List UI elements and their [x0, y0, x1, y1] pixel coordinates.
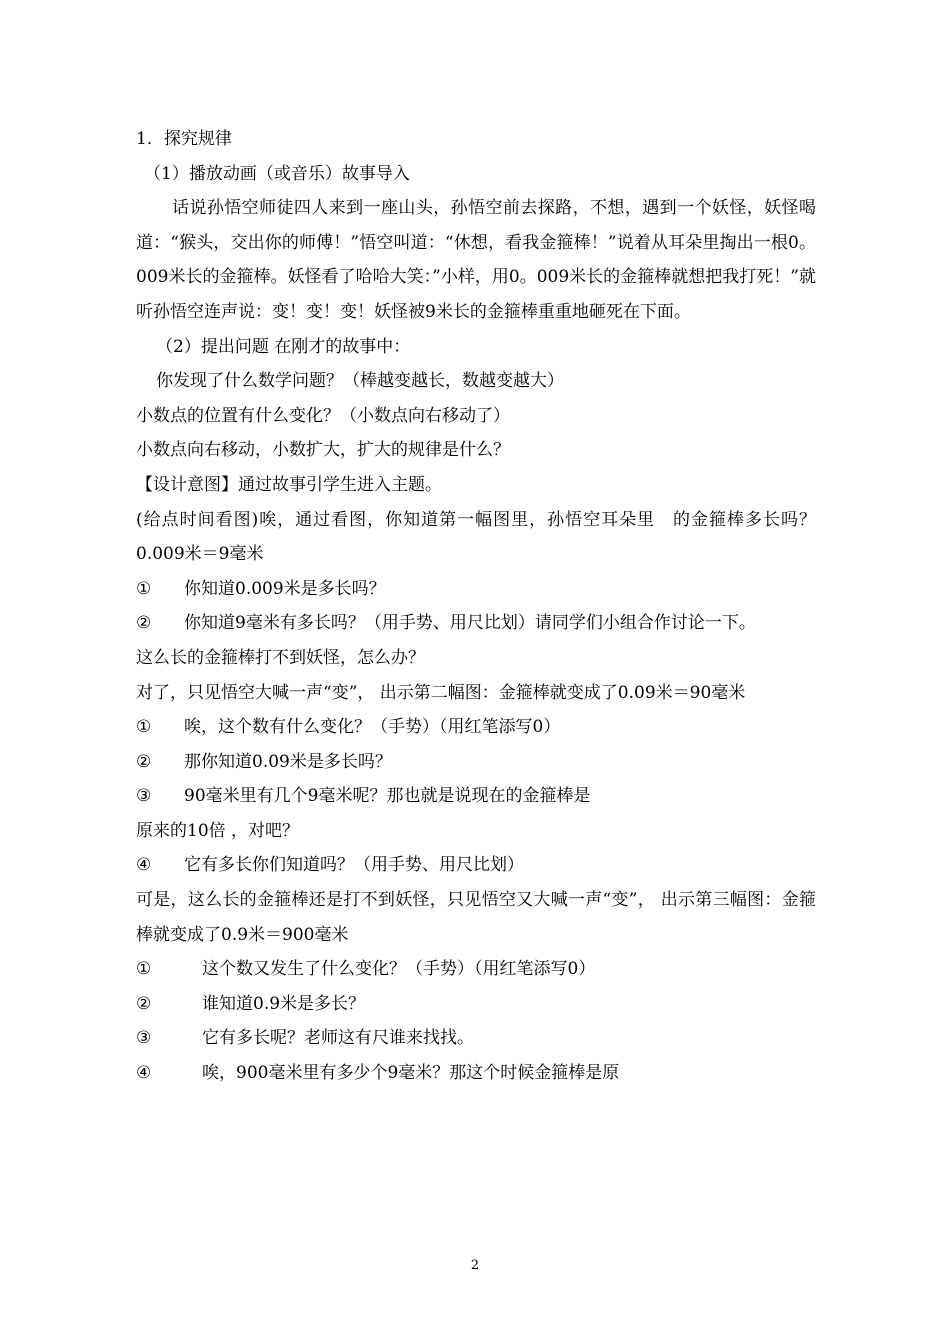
list-number: ③: [136, 1028, 152, 1049]
list-number: ③: [136, 786, 152, 807]
list-item: [136, 572, 816, 607]
story-paragraph: 话说孙悟空师徒四人来到一座山头，孙悟空前去探路，不想，遇到一个妖怪，妖怪喝道：“猴头，交出你的师傅！”悟空叫道：“休想，看我金箍棒！”说着从耳朵里掏出一根0。009米长的金箍棒。妖怪看了哈哈大笑：”小样，用0。009米长的金箍棒就想把我打死！”就听孙悟空连声说：变！变！变！妖怪被9米长的金箍棒重重地砸死在下面。: [136, 198, 816, 322]
paragraph: 这么长的金箍棒打不到妖怪，怎么办？: [136, 647, 425, 668]
list-number: ④: [136, 855, 152, 876]
list-text: 唉，这个数有什么变化？（手势）（用红笔添写0）: [184, 717, 561, 738]
list-item: [136, 1056, 816, 1091]
list-number: ①: [136, 578, 152, 599]
list-text: 那你知道0.09米是多长吗？: [184, 751, 392, 772]
list-item: [136, 952, 816, 987]
list-item: [136, 848, 816, 883]
list-text: 90毫米里有几个9毫米呢？那也就是说现在的金箍棒是: [184, 786, 591, 807]
paragraph: 对了，只见悟空大喊一声“变”， 出示第二幅图：金箍棒就变成了0.09米＝90毫米: [136, 682, 746, 703]
list-text: 唉，900毫米里有多少个9毫米？那这个时候金箍棒是原: [202, 1063, 620, 1084]
list-text: 谁知道0.9米是多长？: [202, 993, 366, 1014]
list-number: ②: [136, 751, 152, 772]
question-line: 小数点向右移动，小数扩大，扩大的规律是什么？: [136, 440, 510, 461]
list-text: 你知道9毫米有多长吗？（用手势、用尺比划）请同学们小组合作讨论一下。: [184, 613, 756, 634]
list-item: [136, 710, 816, 745]
list-text: 这个数又发生了什么变化？（手势）（用红笔添写0）: [202, 959, 596, 980]
list-item: [136, 779, 816, 814]
list-item: [136, 745, 816, 780]
list-number: ②: [136, 993, 152, 1014]
question-line: 你发现了什么数学问题？（棒越变越长，数越变越大）: [156, 371, 564, 392]
subsection-heading-1: （1）播放动画（或音乐）故事导入: [144, 163, 410, 184]
question-line: 小数点的位置有什么变化？（小数点向右移动了）: [136, 405, 510, 426]
list-number: ④: [136, 1063, 152, 1084]
subsection-heading-2: （2）提出问题 在刚才的故事中：: [156, 336, 411, 357]
design-intent: 【设计意图】通过故事引学生进入主题。: [136, 474, 442, 495]
paragraph: 可是，这么长的金箍棒还是打不到妖怪，只见悟空又大喊一声“变”， 出示第三幅图：金箍棒就变成了0.9米＝900毫米: [136, 890, 816, 945]
list-text: 你知道0.009米是多长吗？: [184, 578, 386, 599]
page-number: 2: [470, 1258, 480, 1273]
list-text: 它有多长呢？老师这有尺谁来找找。: [202, 1028, 474, 1049]
section-heading: 1．探究规律: [136, 129, 232, 149]
list-item: [136, 606, 816, 641]
list-item: [136, 987, 816, 1022]
list-text: 它有多长你们知道吗？（用手势、用尺比划）: [184, 855, 524, 876]
list-number: ②: [136, 613, 152, 634]
document-body: [136, 122, 816, 1091]
list-number: ①: [136, 717, 152, 738]
paragraph: (给点时间看图)唉，通过看图，你知道第一幅图里，孙悟空耳朵里 的金箍棒多长吗？0.009米＝9毫米: [136, 509, 816, 565]
list-item: [136, 1021, 816, 1056]
list-number: ①: [136, 959, 152, 980]
paragraph: 原来的10倍 ，对吧？: [136, 820, 300, 841]
